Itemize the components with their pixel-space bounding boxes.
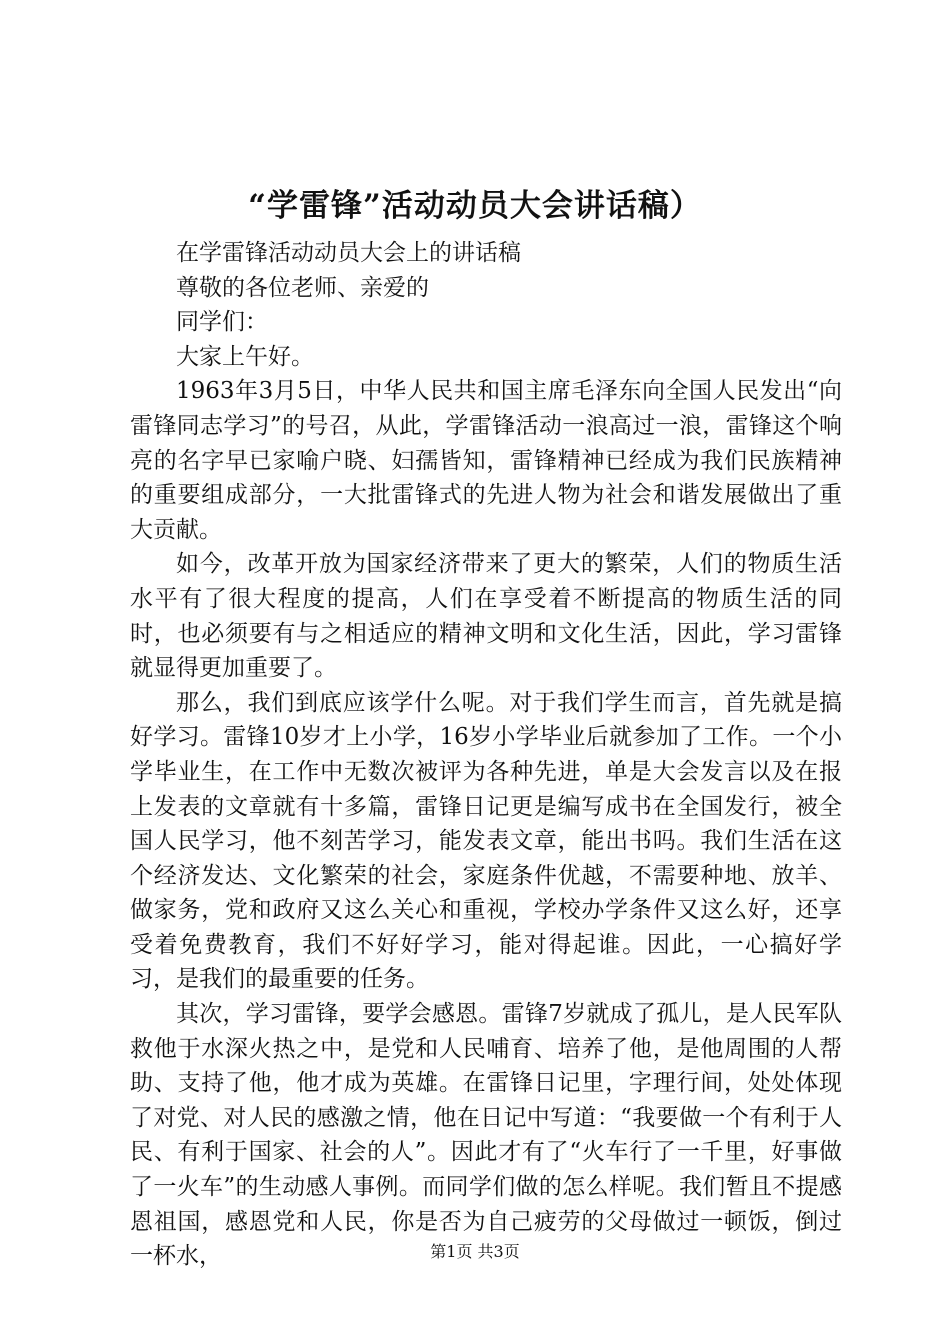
paragraph-salutation: 尊敬的各位老师、亲爱的: [176, 274, 429, 301]
paragraph-gratitude: 其次，学习雷锋，要学会感恩。雷锋7岁就成了孤儿，是人民军队救他于水深火热之中，是党和人民哺育、培养了他，是他周围的人帮助、支持了他，他才成为英雄。在雷锋日记里，字理行间，处处体现了对党、对人民的感激之情，他在日记中写道：“我要做一个有利于人民、有利于国家、社会的人”。因此才有了“火车行了一千里，好事做了一火车”的生动感人事例。而同学们做的怎么样呢。我们暂且不提感恩祖国，感恩党和人民，你是否为自己疲劳的父母做过一顿饭，倒过一杯水，: [130, 1001, 842, 1270]
paragraph-history: 1963年3月5日，中华人民共和国主席毛泽东向全国人民发出“向雷锋同志学习”的号召，从此，学雷锋活动一浪高过一浪，雷锋这个响亮的名字早已家喻户晓、妇孺皆知，雷锋精神已经成为我们民族精神的重要组成部分，一大批雷锋式的先进人物为社会和谐发展做出了重大贡献。: [130, 378, 842, 543]
paragraph-greeting: 大家上午好。: [176, 343, 314, 370]
page-footer: 第1页 共3页: [430, 1242, 520, 1261]
paragraph-heading: 在学雷锋活动动员大会上的讲话稿: [176, 240, 521, 266]
document-body: [130, 236, 842, 1274]
paragraph-salutation-continued: 同学们：: [176, 309, 268, 336]
document-title: “学雷锋”活动动员大会讲话稿）: [248, 188, 702, 224]
paragraph-present: 如今，改革开放为国家经济带来了更大的繁荣，人们的物质生活水平有了很大程度的提高，人们在享受着不断提高的物质生活的同时，也必须要有与之相适应的精神文明和文化生活，因此，学习雷锋就显得更加重要了。: [130, 551, 842, 682]
paragraph-study: 那么，我们到底应该学什么呢。对于我们学生而言，首先就是搞好学习。雷锋10岁才上小学，16岁小学毕业后就参加了工作。一个小学毕业生，在工作中无数次被评为各种先进，单是大会发言以及在报上发表的文章就有十多篇，雷锋日记更是编写成书在全国发行，被全国人民学习，他不刻苦学习，能发表文章，能出书吗。我们生活在这个经济发达、文化繁荣的社会，家庭条件优越，不需要种地、放羊、做家务，党和政府又这么关心和重视，学校办学条件又这么好，还享受着免费教育，我们不好好学习，能对得起谁。因此，一心搞好学习，是我们的最重要的任务。: [130, 689, 842, 993]
